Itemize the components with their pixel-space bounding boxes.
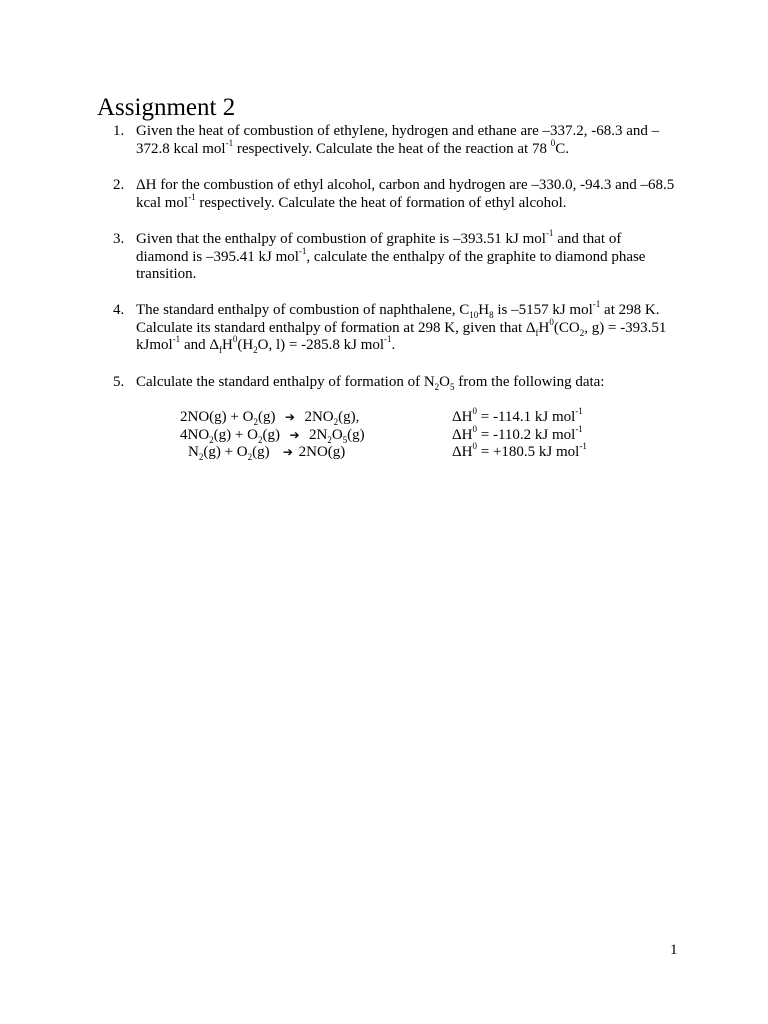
reaction-3-equation: $N_2(g) + O_2(g)$ ➔ 2NO(g): [188, 444, 346, 462]
arrow-right-icon: ➔: [289, 428, 300, 442]
question-text: The standard enthalpy of combustion of naphthalene, $C_{10}H_8$ is –5157 kJ mol$^{-1}$ at 298 K. Calculate its standard enthalpy of formation at 298 K, given that $\Delta_fH^0(CO_2$, g) = -393.51 kJmol$^{-1}$ and $\Delta_fH^0(H_2O$, l) = -285.8 kJ mol$^{-1}$.: [136, 299, 667, 355]
page-number: 1: [670, 942, 678, 958]
reaction-2-equation: $4NO_2(g) + O_2(g)$ ➔ $2N_2O_5(g)$: [180, 427, 365, 445]
arrow-right-icon: ➔: [282, 445, 293, 459]
question-number: 5.: [113, 374, 125, 390]
question-number: 2.: [113, 177, 125, 193]
question-text: Calculate the standard enthalpy of formation of $N_2O_5$ from the following data:: [136, 374, 605, 392]
reaction-1-enthalpy: $\Delta H^0 = -114.1$ kJ mol$^{-1}$: [452, 406, 583, 425]
reaction-1-equation: $2NO(g) + O_2(g)$ ➔ $2NO_2(g)$,: [180, 409, 360, 427]
question-text: ΔH for the combustion of ethyl alcohol, carbon and hydrogen are –330.0, -94.3 and –68.5 kcal mol$^{-1}$ respectively. Calculate the heat of formation of ethyl alcohol.: [136, 177, 675, 211]
question-number: 1.: [113, 123, 125, 139]
question-number: 3.: [113, 231, 125, 247]
reaction-3-enthalpy: $\Delta H^0 = +180.5$ kJ mol$^{-1}$: [452, 441, 587, 460]
question-text: Given the heat of combustion of ethylene, hydrogen and ethane are –337.2, -68.3 and – 372.8 kcal mol$^{-1}$ respectively. Calculate the heat of the reaction at 78 $^0$C.: [136, 123, 660, 157]
reaction-2-enthalpy: $\Delta H^0 = -110.2$ kJ mol$^{-1}$: [452, 424, 583, 443]
question-text: Given that the enthalpy of combustion of graphite is –393.51 kJ mol$^{-1}$ and that of diamond is –395.41 kJ mol$^{-1}$, calculate the enthalpy of the graphite to diamond phase transition.: [136, 228, 646, 282]
arrow-right-icon: ➔: [284, 410, 295, 424]
question-number: 4.: [113, 302, 125, 318]
page-title: Assignment 2: [97, 94, 236, 121]
